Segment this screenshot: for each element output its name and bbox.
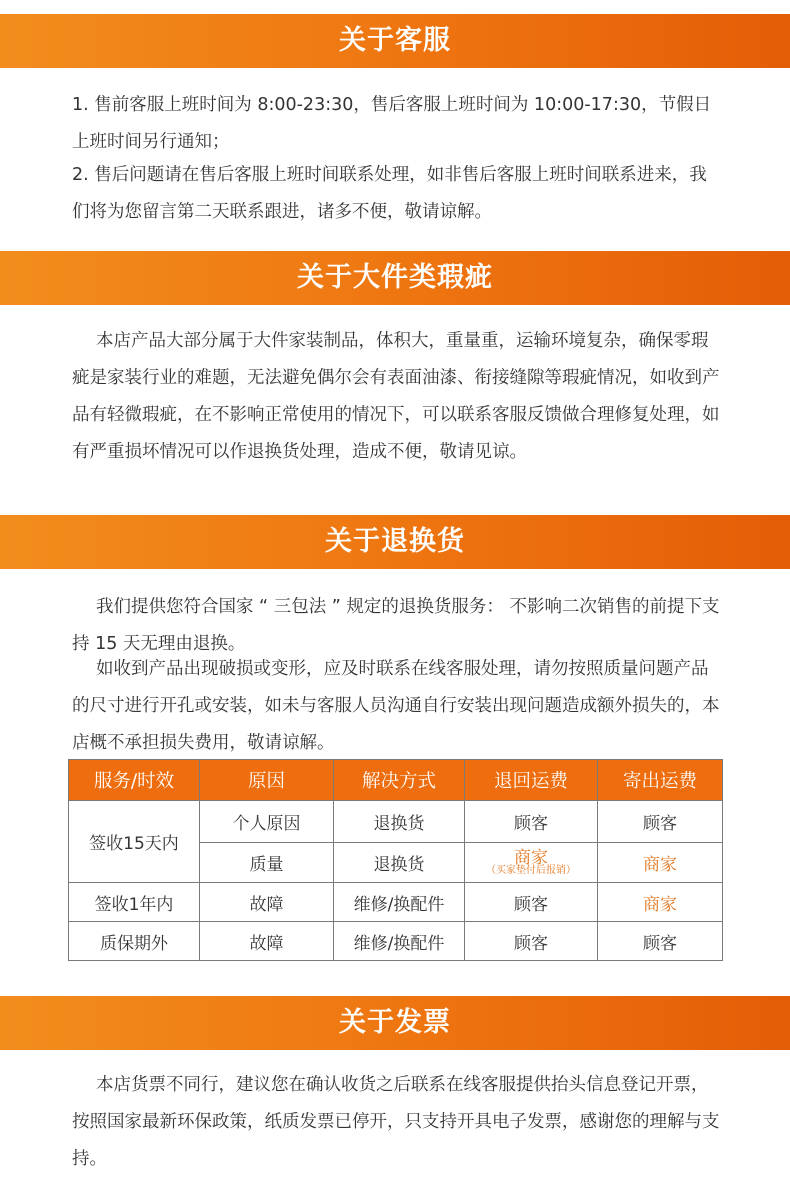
col-header-return-fee: 退回运费 xyxy=(465,760,598,801)
service-hours-text: 1. 售前客服上班时间为 8:00-23:30，售后客服上班时间为 10:00-17:30，节假日上班时间另行通知； xyxy=(72,95,712,152)
section-title-returns: 关于退换货 xyxy=(0,515,790,569)
send-fee-cell: 商家 xyxy=(598,843,723,883)
table-row xyxy=(69,801,723,843)
method-cell: 维修/换配件 xyxy=(334,922,465,961)
send-fee-cell: 顾客 xyxy=(598,922,723,961)
reimbursement-note: （买家垫付后报销） xyxy=(486,864,576,876)
return-fee-value: 商家 xyxy=(514,847,548,868)
send-fee-cell: 商家 xyxy=(598,883,723,922)
col-header-reason: 原因 xyxy=(200,760,334,801)
return-fee-cell: 顾客 xyxy=(465,801,598,843)
method-cell: 退换货 xyxy=(334,843,465,883)
return-fee-cell: 顾客 xyxy=(465,883,598,922)
reason-cell: 故障 xyxy=(200,922,334,961)
table-row xyxy=(69,922,723,961)
method-cell: 退换货 xyxy=(334,801,465,843)
damage-handling-text: 如收到产品出现破损或变形，应及时联系在线客服处理，请勿按照质量问题产品的尺寸进行开孔或安装，如未与客服人员沟通自行安装出现问题造成额外损失的，本店概不承担损失费用，敬请谅解。 xyxy=(72,659,720,753)
section-title-customer-service: 关于客服 xyxy=(0,14,790,68)
table-row xyxy=(69,883,723,922)
return-fee-cell xyxy=(465,843,598,883)
section-title-defects: 关于大件类瑕疵 xyxy=(0,251,790,305)
invoice-policy-text: 本店货票不同行，建议您在确认收货之后联系在线客服提供抬头信息登记开票，按照国家最新环保政策，纸质发票已停开，只支持开具电子发票，感谢您的理解与支持。 xyxy=(72,1075,720,1169)
return-fee-cell: 顾客 xyxy=(465,922,598,961)
send-fee-cell: 顾客 xyxy=(598,801,723,843)
section-title-invoice: 关于发票 xyxy=(0,996,790,1050)
col-header-period: 服务/时效 xyxy=(69,760,200,801)
col-header-send-fee: 寄出运费 xyxy=(598,760,723,801)
col-header-method: 解决方式 xyxy=(334,760,465,801)
after-sales-contact-text: 2. 售后问题请在售后客服上班时间联系处理，如非售后客服上班时间联系进来，我们将为您留言第二天联系跟进，诸多不便，敬请谅解。 xyxy=(72,165,707,222)
defect-policy-text: 本店产品大部分属于大件家装制品，体积大，重量重，运输环境复杂，确保零瑕疵是家装行业的难题，无法避免偶尔会有表面油漆、衔接缝隙等瑕疵情况，如收到产品有轻微瑕疵，在不影响正常使用的情况下，可以联系客服反馈做合理修复处理，如有严重损坏情况可以作退换货处理，造成不便，敬请见谅。 xyxy=(72,331,720,462)
period-cell: 签收15天内 xyxy=(69,801,200,883)
return-policy-table xyxy=(68,759,723,961)
method-cell: 维修/换配件 xyxy=(334,883,465,922)
reason-cell: 质量 xyxy=(200,843,334,883)
return-policy-text: 我们提供您符合国家 “ 三包法 ” 规定的退换货服务： 不影响二次销售的前提下支持 15 天无理由退换。 xyxy=(72,597,720,654)
table-header-row xyxy=(69,760,723,801)
period-cell: 质保期外 xyxy=(69,922,200,961)
reason-cell: 故障 xyxy=(200,883,334,922)
period-cell: 签收1年内 xyxy=(69,883,200,922)
reason-cell: 个人原因 xyxy=(200,801,334,843)
